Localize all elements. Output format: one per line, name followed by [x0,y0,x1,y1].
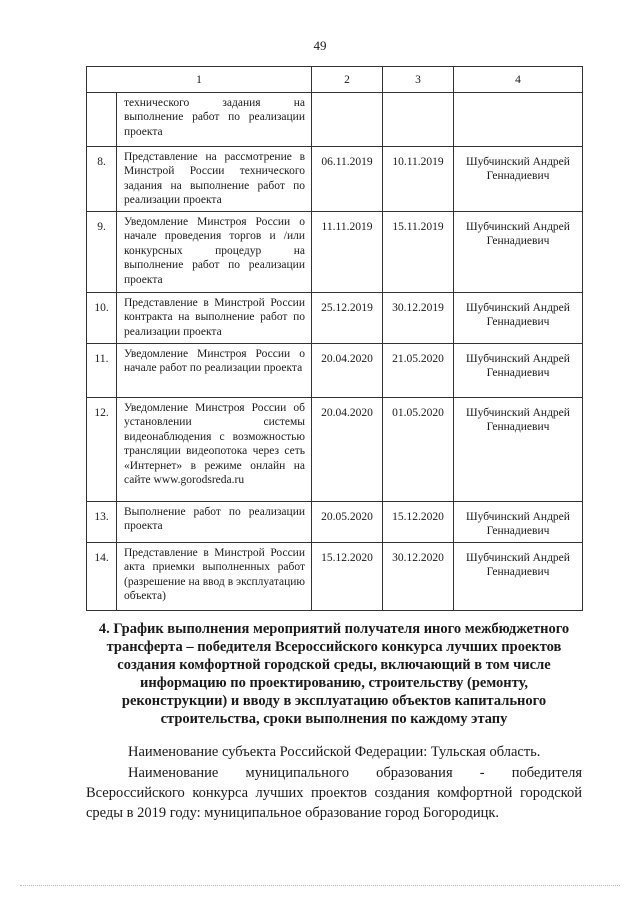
table-row [87,501,583,542]
row-description: Представление в Минстрой России акта приемки выполненных работ (разрешение на ввод в эксплуатацию объекта) [117,542,312,610]
table-row [87,542,583,610]
page-number: 49 [313,38,327,53]
row-description: Представление в Минстрой России контракта на выполнение работ по реализации проекта [117,292,312,343]
row-number: 12. [87,397,117,501]
table-header-row [87,67,583,93]
row-end-date: 01.05.2020 [383,397,454,501]
row-number: 8. [87,146,117,211]
row-end-date: 10.11.2019 [383,146,454,211]
row-responsible [454,92,583,146]
row-end-date: 21.05.2020 [383,343,454,397]
row-responsible: Шубчинский Андрей Геннадиевич [454,397,583,501]
row-end-date: 15.11.2019 [383,211,454,292]
row-number [87,92,117,146]
row-number: 14. [87,542,117,610]
row-number: 11. [87,343,117,397]
table-row [87,211,583,292]
row-description: Уведомление Минстроя России о начале проведения торгов и /или конкурсных процедур на выполнение работ по реализации проекта [117,211,312,292]
row-responsible: Шубчинский Андрей Геннадиевич [454,211,583,292]
column-header: 4 [454,67,583,93]
row-start-date: 20.04.2020 [312,343,383,397]
subject-paragraph: Наименование субъекта Российской Федерации: Тульская область. [128,744,541,760]
municipality-paragraph: Наименование муниципального образования - победителя Всероссийского конкурса лучших проектов создания комфортной городской среды в 2019 году: муниципальное образование город Богородицк. [86,765,582,821]
row-end-date [383,92,454,146]
row-end-date: 30.12.2019 [383,292,454,343]
row-description: технического задания на выполнение работ по реализации проекта [117,92,312,146]
row-start-date: 11.11.2019 [312,211,383,292]
row-responsible: Шубчинский Андрей Геннадиевич [454,292,583,343]
section-title: 4. График выполнения мероприятий получателя иного межбюджетного трансферта – победителя Всероссийского конкурса лучших проектов создания комфортной городской среды, включающий в том числе информацию по проектированию, строительству (ремонту, реконструкции) и вводу в эксплуатацию объектов капитального строительства, сроки выполнения по каждому этапу [98,621,570,727]
row-start-date: 20.04.2020 [312,397,383,501]
row-description: Уведомление Минстроя России о начале работ по реализации проекта [117,343,312,397]
column-header: 2 [312,67,383,93]
row-description: Выполнение работ по реализации проекта [117,501,312,542]
row-responsible: Шубчинский Андрей Геннадиевич [454,501,583,542]
row-number: 10. [87,292,117,343]
row-start-date: 06.11.2019 [312,146,383,211]
table-row [87,146,583,211]
row-start-date: 15.12.2020 [312,542,383,610]
row-start-date [312,92,383,146]
row-responsible: Шубчинский Андрей Геннадиевич [454,343,583,397]
row-end-date: 30.12.2020 [383,542,454,610]
row-end-date: 15.12.2020 [383,501,454,542]
row-description: Уведомление Минстроя России об установлении системы видеонаблюдения с возможностью трансляции видеопотока через сеть «Интернет» в режиме онлайн на сайте www.gorodsreda.ru [117,397,312,501]
row-start-date: 20.05.2020 [312,501,383,542]
row-number: 9. [87,211,117,292]
table-row [87,292,583,343]
table-row [87,92,583,146]
row-description: Представление на рассмотрение в Минстрой России технического задания на выполнение работ по реализации проекта [117,146,312,211]
row-responsible: Шубчинский Андрей Геннадиевич [454,146,583,211]
scan-footer-line [20,885,620,886]
table-row [87,343,583,397]
schedule-table [86,66,583,611]
column-header: 1 [87,67,312,93]
row-responsible: Шубчинский Андрей Геннадиевич [454,542,583,610]
table-row [87,397,583,501]
column-header: 3 [383,67,454,93]
row-number: 13. [87,501,117,542]
row-start-date: 25.12.2019 [312,292,383,343]
